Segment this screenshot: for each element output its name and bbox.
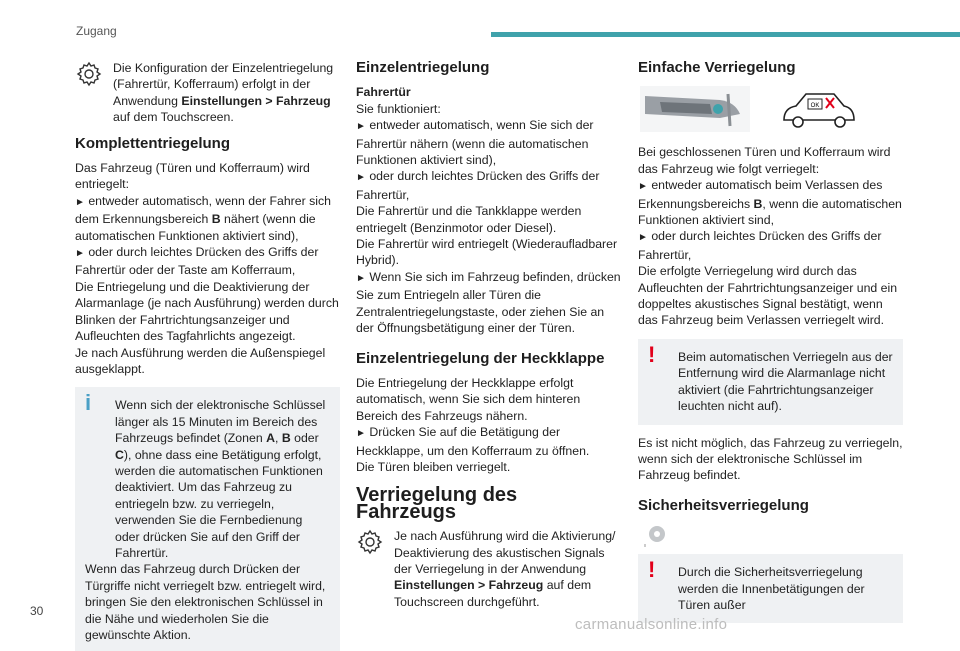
bullet-text: , wenn die automatischen Funktionen aktiviert sind, [638, 196, 902, 228]
header-accent-bar [491, 32, 960, 37]
bullet-arrow: ► [356, 428, 366, 440]
bullet-text: entweder automatisch, wenn Sie sich der Fahrertür nähern (wenn die automatischen Funktionen aktiviert sind), [356, 118, 594, 168]
heading-heckklappe: Einzelentriegelung der Heckklappe [356, 349, 605, 367]
column-3 [638, 60, 903, 623]
info-text: oder [294, 431, 319, 446]
text-line: Bei geschlossenen Türen und Kofferraum wird das Fahrzeug wie folgt verriegelt: [638, 145, 891, 176]
car-ok-label: OK [810, 103, 820, 110]
bullet-arrow: ► [356, 172, 366, 184]
bullet-text: entweder automatisch, wenn der Fahrer sich dem Erkennungsbereich [75, 193, 331, 227]
warning-icon: ! [648, 341, 656, 367]
info-box [75, 387, 340, 651]
text-line: Die erfolgte Verriegelung wird durch das Aufleuchten der Fahrtrichtungsanzeiger und ein doppeltes akustisches Signal bestätigt, wenn das Fahrzeug beim Verlassen verriegelt wird. [638, 264, 898, 328]
settings-path: Einstellungen > Fahrzeug [181, 93, 331, 108]
warning-box [638, 554, 903, 623]
heading-komplettentriegelung: Komplettentriegelung [75, 134, 231, 152]
text-line: Das Fahrzeug (Türen und Kofferraum) wird entriegelt: [75, 161, 310, 192]
info-text: , [274, 431, 279, 446]
settings-note-end: auf dem Touchscreen. [113, 110, 234, 125]
heading-verriegelung: Verriegelung des Fahrzeugs [356, 484, 518, 523]
settings-note-text: Die Konfiguration der Einzelentriegelung (Fahrertür, Kofferraum) erfolgt in der Anwendung [113, 61, 334, 108]
warning-text: Durch die Sicherheitsverriegelung werden die Innenbetätigungen der Türen außer [678, 565, 865, 612]
settings-note-end: auf dem Touchscreen durchgeführt. [394, 578, 592, 609]
heading-einfache-verriegelung: Einfache Verriegelung [638, 59, 796, 76]
bullet-item [356, 168, 621, 203]
warning-icon: ! [648, 557, 656, 583]
bullet-text: Wenn Sie sich im Fahrzeug befinden, drücken Sie zum Entriegeln aller Türen die Zentralentriegelungstaste, oder ziehen Sie an der Öffnungsbetätigung einer der Türen. [356, 269, 621, 336]
bullet-item [75, 193, 340, 244]
bullet-arrow: ► [638, 181, 648, 193]
subheading-fahrertuer: Fahrertür [356, 85, 411, 100]
info-text: Wenn das Fahrzeug durch Drücken der Türgriffe nicht verriegelt bzw. entriegelt wird, bringen Sie den elektronischen Schlüssel in die Nähe und wiederholen Sie die gewünschte Aktion. [85, 562, 326, 642]
heading-sicherheitsverriegelung: Sicherheitsverriegelung [638, 496, 809, 514]
zone-letter: B [211, 212, 221, 227]
bullet-item [75, 244, 340, 279]
text-line: Es ist nicht möglich, das Fahrzeug zu verriegeln, wenn sich der elektronische Schlüssel im Fahrzeug befindet. [638, 435, 903, 483]
settings-note-text: Je nach Ausführung wird die Aktivierung/ Deaktivierung des akustischen Signals der Verriegelung in der Anwendung [394, 529, 616, 576]
bullet-item [638, 228, 903, 263]
bullet-text: oder durch leichtes Drücken des Griffs der Fahrertür, [356, 169, 600, 202]
bullet-arrow: ► [75, 196, 85, 208]
text-line: Sie funktioniert: [356, 101, 441, 116]
zone-letter: B [753, 196, 763, 211]
bullet-arrow: ► [356, 121, 366, 133]
text-line: Die Entriegelung und die Deaktivierung der Alarmanlage (je nach Ausführung) werden durch Blinken der Fahrtrichtungsanzeiger und Aufleuchten des Tagfahrlichts angezeigt. [75, 279, 339, 344]
text-line: Die Türen bleiben verriegelt. [356, 459, 511, 474]
page-number: 30 [30, 604, 44, 618]
warning-box [638, 339, 903, 425]
text-line: Die Fahrertür wird entriegelt (Wiederaufladbarer Hybrid). [356, 237, 618, 268]
section-header: Zugang [76, 24, 117, 38]
handle-illustration [640, 84, 750, 134]
warning-text: Beim automatischen Verriegeln aus der Entfernung wird die Alarmanlage nicht aktiviert (die Fahrtrichtungsanzeiger leuchten nicht auf). [678, 349, 893, 414]
text-line: Die Entriegelung der Heckklappe erfolgt automatisch, wenn Sie sich dem hinteren Bereich des Fahrzeugs nähern. [356, 375, 581, 423]
bullet-text: oder durch leichtes Drücken des Griffs der Fahrertür, [638, 229, 882, 262]
info-text: Wenn sich der elektronische Schlüssel länger als 15 Minuten im Bereich des Fahrzeugs befindet (Zonen [115, 398, 326, 446]
bullet-text: oder durch leichtes Drücken des Griffs der Fahrertür oder der Taste am Kofferraum, [75, 245, 319, 278]
small-lock-icon [642, 522, 672, 548]
bullet-item [638, 177, 903, 228]
zone-letter: C [115, 447, 124, 462]
bullet-item [356, 424, 621, 459]
text-line: Je nach Ausführung werden die Außenspiegel ausgeklappt. [75, 345, 326, 376]
footer-watermark: carmanualsonline.info [575, 616, 728, 633]
settings-path: Einstellungen > Fahrzeug [394, 578, 544, 593]
bullet-item [356, 269, 621, 337]
info-icon: i [85, 390, 92, 416]
bullet-arrow: ► [638, 232, 648, 244]
illustration-row [640, 84, 903, 134]
column-1 [75, 60, 340, 651]
info-text: ), ohne dass eine Betätigung erfolgt, werden die automatischen Funktionen deaktiviert. Um das Fahrzeug zu entriegeln bzw. zu verriegeln, verwenden Sie die Fernbedienung oder drücken Sie auf den Griff der Fahrertür. [115, 447, 323, 560]
bullet-text: Drücken Sie auf die Betätigung der Heckklappe, um den Kofferraum zu öffnen. [356, 425, 590, 458]
car-lock-illustration [778, 84, 858, 134]
settings-note [75, 60, 340, 126]
bullet-text: nähert (wenn die automatischen Funktionen aktiviert sind), [75, 212, 316, 243]
gear-icon [75, 60, 103, 88]
text-line: Die Fahrertür und die Tankklappe werden entriegelt (Benzinmotor oder Diesel). [356, 204, 582, 235]
bullet-arrow: ► [75, 248, 85, 260]
zone-letter: A [266, 431, 275, 446]
heading-einzelentriegelung: Einzelentriegelung [356, 59, 490, 76]
settings-note [356, 528, 621, 610]
gear-icon [356, 528, 384, 556]
column-2 [356, 60, 621, 620]
bullet-item [356, 117, 621, 168]
bullet-text: entweder automatisch beim Verlassen des Erkennungsbereichs [638, 178, 883, 211]
zone-letter: B [281, 431, 291, 446]
bullet-arrow: ► [356, 272, 366, 284]
